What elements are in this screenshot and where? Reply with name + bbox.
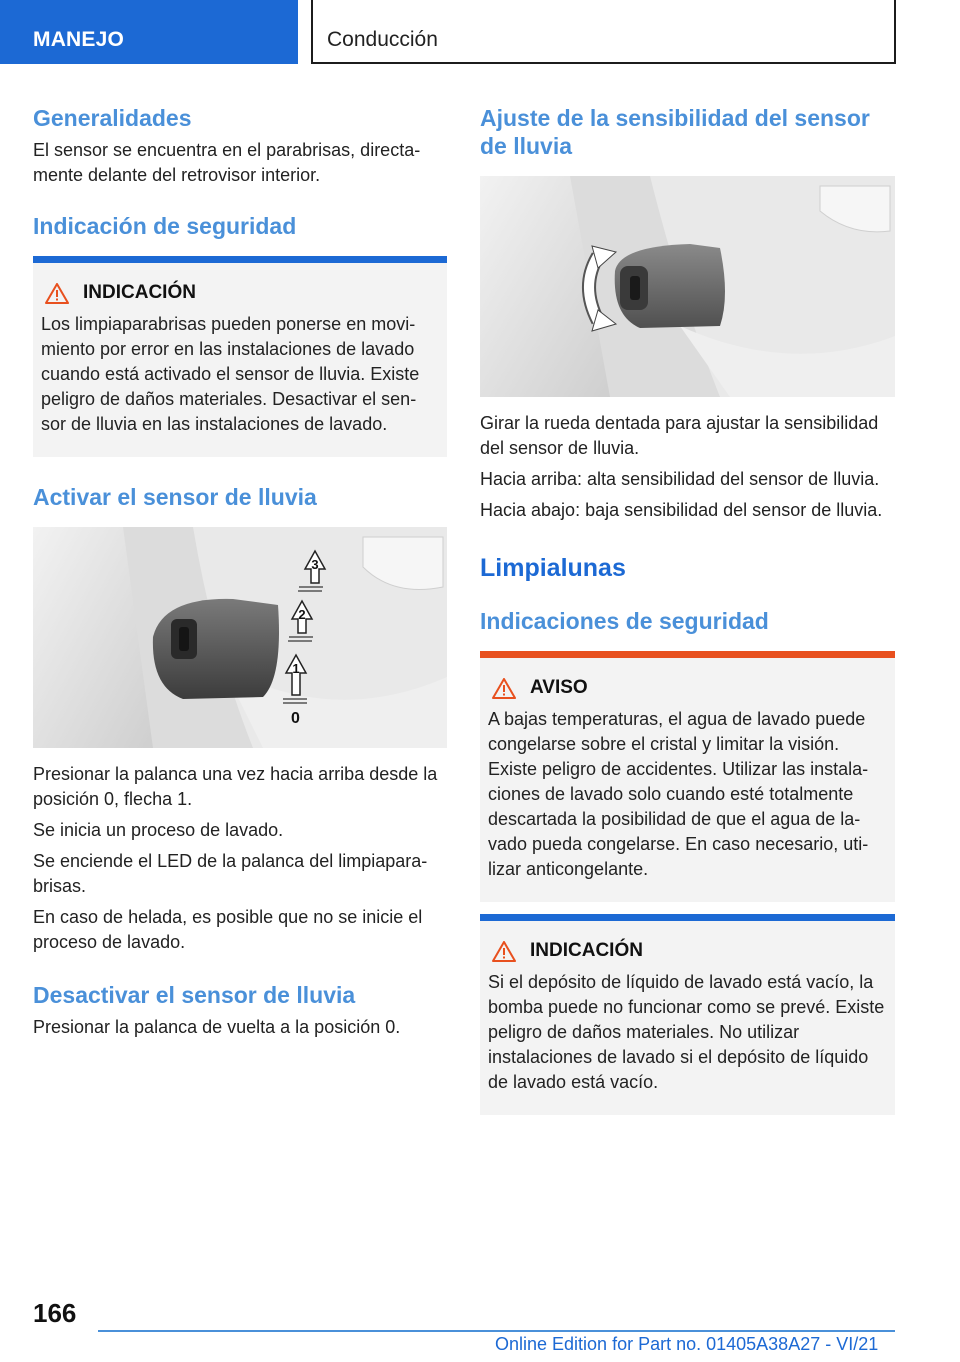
arrow-label-3: 3	[311, 557, 319, 572]
notice-label: INDICACIÓN	[530, 940, 643, 961]
heading-generalidades: Generalidades	[33, 105, 192, 131]
notice-indicacion	[33, 256, 447, 457]
figure-activar-lever	[33, 527, 447, 748]
warning-icon	[45, 283, 69, 304]
notice-header	[492, 677, 887, 699]
activar-p3: Se enciende el LED de la palanca del limpiapara-brisas.	[33, 851, 428, 896]
arrow-label-2: 2	[298, 607, 306, 622]
ajuste-p1: Girar la rueda dentada para ajustar la sensibilidad del sensor de lluvia.	[480, 413, 879, 458]
section-title: MANEJO	[33, 28, 125, 51]
warning-icon	[492, 941, 516, 962]
heading-ajuste: Ajuste de la sensibilidad del sensor de lluvia	[480, 105, 870, 159]
footer-edition: Online Edition for Part no. 01405A38A27 - VI/21	[495, 1334, 879, 1354]
section-tab	[0, 0, 298, 64]
heading-desactivar: Desactivar el sensor de lluvia	[33, 982, 356, 1008]
notice-text: Si el depósito de líquido de lavado está vacío, la bomba puede no funcionar como se prevé. Existe peligro de daños materiales. No utilizar instalaciones de lavado si el depósito de líquido de lavado está vacío.	[488, 972, 885, 1092]
notice-text: Los limpiaparabrisas pueden ponerse en movi-miento por error en las instalaciones de lavado cuando está activado el sensor de lluvia. Existe peligro de daños materiales. Desactivar el sen-sor de lluvia en las instalaciones de lavado.	[41, 314, 420, 434]
notice-label: AVISO	[530, 677, 588, 698]
notice-text: A bajas temperaturas, el agua de lavado puede congelarse sobre el cristal y limitar la visión. Existe peligro de accidentes. Utilizar las instala-ciones de lavado solo cuando esté totalmente descartada la posibilidad de que el agua de la-vado pueda congelarse. En caso necesario, uti-lizar anticongelante.	[488, 709, 869, 879]
generalidades-text: El sensor se encuentra en el parabrisas, directa-mente delante del retrovisor interior.	[33, 140, 421, 185]
ajuste-p2: Hacia arriba: alta sensibilidad del sensor de lluvia.	[480, 469, 880, 489]
notice-aviso	[480, 651, 895, 902]
activar-p2: Se inicia un proceso de lavado.	[33, 820, 284, 840]
left-column	[33, 100, 447, 1040]
arrow-label-1: 1	[292, 661, 300, 676]
heading-activar: Activar el sensor de lluvia	[33, 484, 317, 510]
notice-indicacion-2	[480, 914, 895, 1115]
chapter-title: Conducción	[327, 28, 438, 51]
notice-label: INDICACIÓN	[83, 282, 196, 303]
lever-illustration	[33, 527, 447, 748]
heading-indicaciones-seguridad: Indicaciones de seguridad	[480, 608, 769, 634]
heading-indicacion-seguridad: Indicación de seguridad	[33, 213, 297, 239]
figure-sensitivity-wheel	[480, 176, 895, 397]
warning-icon	[492, 678, 516, 699]
notice-header	[45, 282, 439, 304]
notice-header	[492, 940, 887, 962]
footer-divider	[98, 1330, 895, 1332]
heading-limpialunas: Limpialunas	[480, 554, 626, 582]
chapter-tab	[311, 0, 896, 64]
notice-bar	[480, 914, 895, 921]
page-number: 166	[33, 1298, 77, 1328]
notice-bar	[33, 256, 447, 263]
desactivar-text: Presionar la palanca de vuelta a la posición 0.	[33, 1017, 401, 1037]
notice-bar	[480, 651, 895, 658]
activar-p4: En caso de helada, es posible que no se inicie el proceso de lavado.	[33, 907, 423, 952]
arrow-label-0: 0	[291, 710, 300, 727]
right-column	[480, 100, 895, 1115]
activar-p1: Presionar la palanca una vez hacia arriba desde la posición 0, flecha 1.	[33, 764, 438, 809]
ajuste-p3: Hacia abajo: baja sensibilidad del sensor de lluvia.	[480, 500, 883, 520]
wheel-illustration	[480, 176, 895, 397]
